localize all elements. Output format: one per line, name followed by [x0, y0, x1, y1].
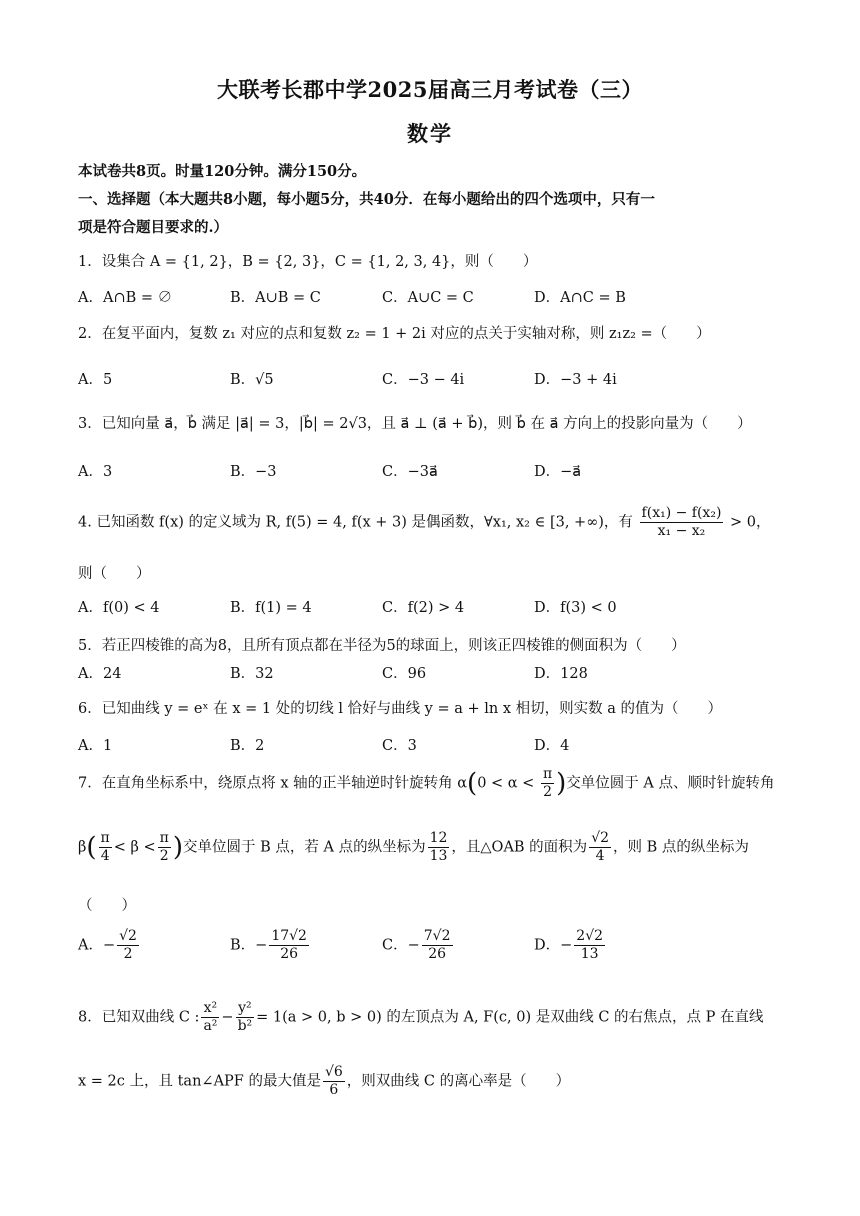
question-7-stem-part4: ，且△OAB 的面积为 — [451, 839, 588, 856]
subject-title: 数学 — [407, 121, 453, 146]
question-7-option-a-label: A．− — [78, 937, 116, 954]
question-3-option-a: A．3 — [78, 464, 113, 480]
question-7-option-c — [382, 928, 455, 963]
question-7-pi-over-4 — [99, 830, 112, 865]
question-5-option-d: D．128 — [534, 666, 588, 682]
question-6-option-c: C．3 — [382, 738, 417, 754]
question-7-two: 2 — [543, 784, 553, 800]
question-4-stem-part1: 4. 已知函数 f(x) 的定义域为 R, f(5) = 4, f(x + 3) 是偶函数，∀x₁, x₂ ∈ [3, +∞)，有 — [78, 514, 633, 531]
question-7-option-c-fraction — [422, 928, 453, 963]
question-7-stem-part2: 交单位圆于 A 点、顺时针旋转角 — [566, 775, 775, 792]
question-7-option-b-fraction — [269, 928, 309, 963]
question-5-stem: 5．若正四棱锥的高为8，且所有顶点都在半径为5的球面上，则该正四棱锥的侧面积为（ ） — [78, 638, 686, 654]
question-6-stem: 6．已知曲线 y = eˣ 在 x = 1 处的切线 l 恰好与曲线 y = a + ln x 相切，则实数 a 的值为（ ） — [78, 701, 722, 717]
question-8-y2-over-b2 — [236, 1000, 255, 1035]
question-7-root2-over-4 — [589, 830, 611, 865]
question-7-stem-line1 — [78, 766, 790, 801]
question-7-option-b-den: 26 — [280, 946, 299, 962]
section-heading-line1: 一、选择题（本大题共8小题，每小题5分，共40分．在每小题给出的四个选项中，只有一 — [78, 191, 655, 208]
question-4-option-c: C．f(2) > 4 — [382, 600, 465, 616]
question-7-twelve: 12 — [429, 830, 448, 846]
question-1-option-d: D．A∩C = B — [534, 290, 626, 306]
question-7-stem-part3: 交单位圆于 B 点，若 A 点的纵坐标为 — [183, 839, 426, 856]
question-1-stem: 1．设集合 A = {1, 2}，B = {2, 3}，C = {1, 2, 3, 4}，则（ ） — [78, 254, 538, 270]
question-8-stem-part4: ，则双曲线 C 的离心率是（ ） — [346, 1073, 571, 1090]
question-4-stem — [78, 505, 790, 540]
question-7-pi-over-2 — [541, 766, 554, 801]
question-5-option-c: C．96 — [382, 666, 427, 682]
question-3-option-c: C．−3a⃗ — [382, 464, 438, 480]
page-title: 大联考长郡中学2025届高三月考试卷（三） — [217, 77, 643, 102]
question-7-pi-2: π — [100, 830, 110, 846]
question-2-option-b: B．√5 — [230, 372, 274, 388]
question-4-option-b: B．f(1) = 4 — [230, 600, 312, 616]
question-7-option-c-num: 7√2 — [423, 928, 451, 944]
question-8-six: 6 — [329, 1082, 339, 1098]
question-7-answer-paren: （ ） — [78, 898, 136, 914]
question-7-option-c-label: C．− — [382, 937, 420, 954]
question-7-stem-part1: 7．在直角坐标系中，绕原点将 x 轴的正半轴逆时针旋转角 α — [78, 775, 468, 792]
question-4-fraction-numerator: f(x₁) − f(x₂) — [641, 505, 722, 521]
question-2-option-c: C．−3 − 4i — [382, 372, 465, 388]
question-7-option-d — [534, 928, 607, 963]
question-4-option-d: D．f(3) < 0 — [534, 600, 617, 616]
question-7-option-b-label: B．− — [230, 937, 268, 954]
question-7-option-d-label: D．− — [534, 937, 573, 954]
exam-info: 本试卷共8页。时量120分钟。满分150分。 — [78, 163, 367, 180]
section-heading-line2: 项是符合题目要求的.） — [78, 219, 229, 236]
question-8-root6: √6 — [324, 1064, 343, 1080]
question-7-right-paren: ) — [556, 768, 567, 799]
question-7-two-2: 2 — [159, 848, 169, 864]
question-1-option-c: C．A∪C = C — [382, 290, 474, 306]
question-3-stem: 3．已知向量 a⃗，b⃗ 满足 |a⃗| = 3，|b⃗| = 2√3，且 a⃗ ⊥ (a⃗ + b⃗)，则 b⃗ 在 a⃗ 方向上的投影向量为（ ） — [78, 416, 752, 432]
question-8-root6-over-6 — [323, 1064, 345, 1099]
question-7-twelve-thirteenths — [428, 830, 450, 865]
question-6-option-b: B．2 — [230, 738, 265, 754]
question-7-pi-over-2-b — [158, 830, 171, 865]
question-4-stem-end: 则（ ） — [78, 566, 151, 582]
question-1-option-a: A．A∩B = ∅ — [78, 290, 173, 306]
question-8-stem-line1 — [78, 1000, 790, 1035]
question-7-option-b — [230, 928, 311, 963]
question-7-option-a-fraction — [117, 928, 139, 963]
question-8-a2: a² — [203, 1018, 218, 1034]
question-8-y2: y² — [236, 1000, 255, 1018]
question-7-thirteen: 13 — [429, 848, 448, 864]
question-8-stem-part2: = 1(a > 0, b > 0) 的左顶点为 A, F(c, 0) 是双曲线 C 的右焦点，点 P 在直线 — [256, 1009, 764, 1026]
question-4-fraction — [640, 505, 724, 540]
question-7-root2: √2 — [591, 830, 610, 846]
question-8-b2: b² — [237, 1018, 253, 1034]
question-7-option-a-num: √2 — [119, 928, 137, 944]
question-7-right-paren-2: ) — [172, 832, 184, 863]
question-8-minus: − — [221, 1009, 234, 1026]
question-4-option-a: A．f(0) < 4 — [78, 600, 160, 616]
question-7-option-b-num: 17√2 — [271, 928, 307, 944]
question-3-option-d: D．−a⃗ — [534, 464, 582, 480]
question-7-option-d-fraction — [574, 928, 605, 963]
question-2-stem: 2．在复平面内，复数 z₁ 对应的点和复数 z₂ = 1 + 2i 对应的点关于实轴对称，则 z₁z₂ =（ ） — [78, 326, 711, 342]
question-3-option-b: B．−3 — [230, 464, 277, 480]
question-4-fraction-denominator: x₁ − x₂ — [657, 523, 706, 539]
question-7-beta: β — [78, 839, 87, 856]
question-1-option-b: B．A∪B = C — [230, 290, 321, 306]
question-7-condition-alpha: 0 < α < — [477, 775, 535, 792]
question-7-option-a-den: 2 — [123, 946, 133, 962]
question-7-condition-beta: < β < — [113, 839, 156, 856]
question-2-option-d: D．−3 + 4i — [534, 372, 617, 388]
question-5-option-a: A．24 — [78, 666, 122, 682]
question-8-stem-part1: 8．已知双曲线 C : — [78, 1009, 200, 1026]
question-7-left-paren: ( — [467, 768, 478, 799]
question-7-option-a — [78, 928, 141, 963]
question-7-stem-part5: ，则 B 点的纵坐标为 — [613, 839, 749, 856]
question-6-option-a: A．1 — [78, 738, 113, 754]
question-8-x2-over-a2 — [201, 1000, 219, 1035]
question-7-pi: π — [542, 766, 553, 782]
question-7-left-paren-2: ( — [86, 832, 97, 863]
question-7-four-2: 4 — [595, 848, 605, 864]
question-7-option-c-den: 26 — [428, 946, 447, 962]
question-7-pi-3: π — [159, 830, 169, 846]
question-8-x2: x² — [201, 1000, 219, 1018]
question-8-stem-part3: x = 2c 上，且 tan∠APF 的最大值是 — [78, 1073, 321, 1090]
question-2-option-a: A．5 — [78, 372, 113, 388]
question-7-four: 4 — [100, 848, 110, 864]
question-8-stem-line2 — [78, 1064, 790, 1099]
question-7-option-d-den: 13 — [580, 946, 599, 962]
question-4-stem-part2: > 0， — [730, 514, 771, 531]
question-7-option-d-num: 2√2 — [576, 928, 604, 944]
question-5-option-b: B．32 — [230, 666, 274, 682]
question-7-stem-line2 — [78, 830, 790, 865]
question-6-option-d: D．4 — [534, 738, 570, 754]
